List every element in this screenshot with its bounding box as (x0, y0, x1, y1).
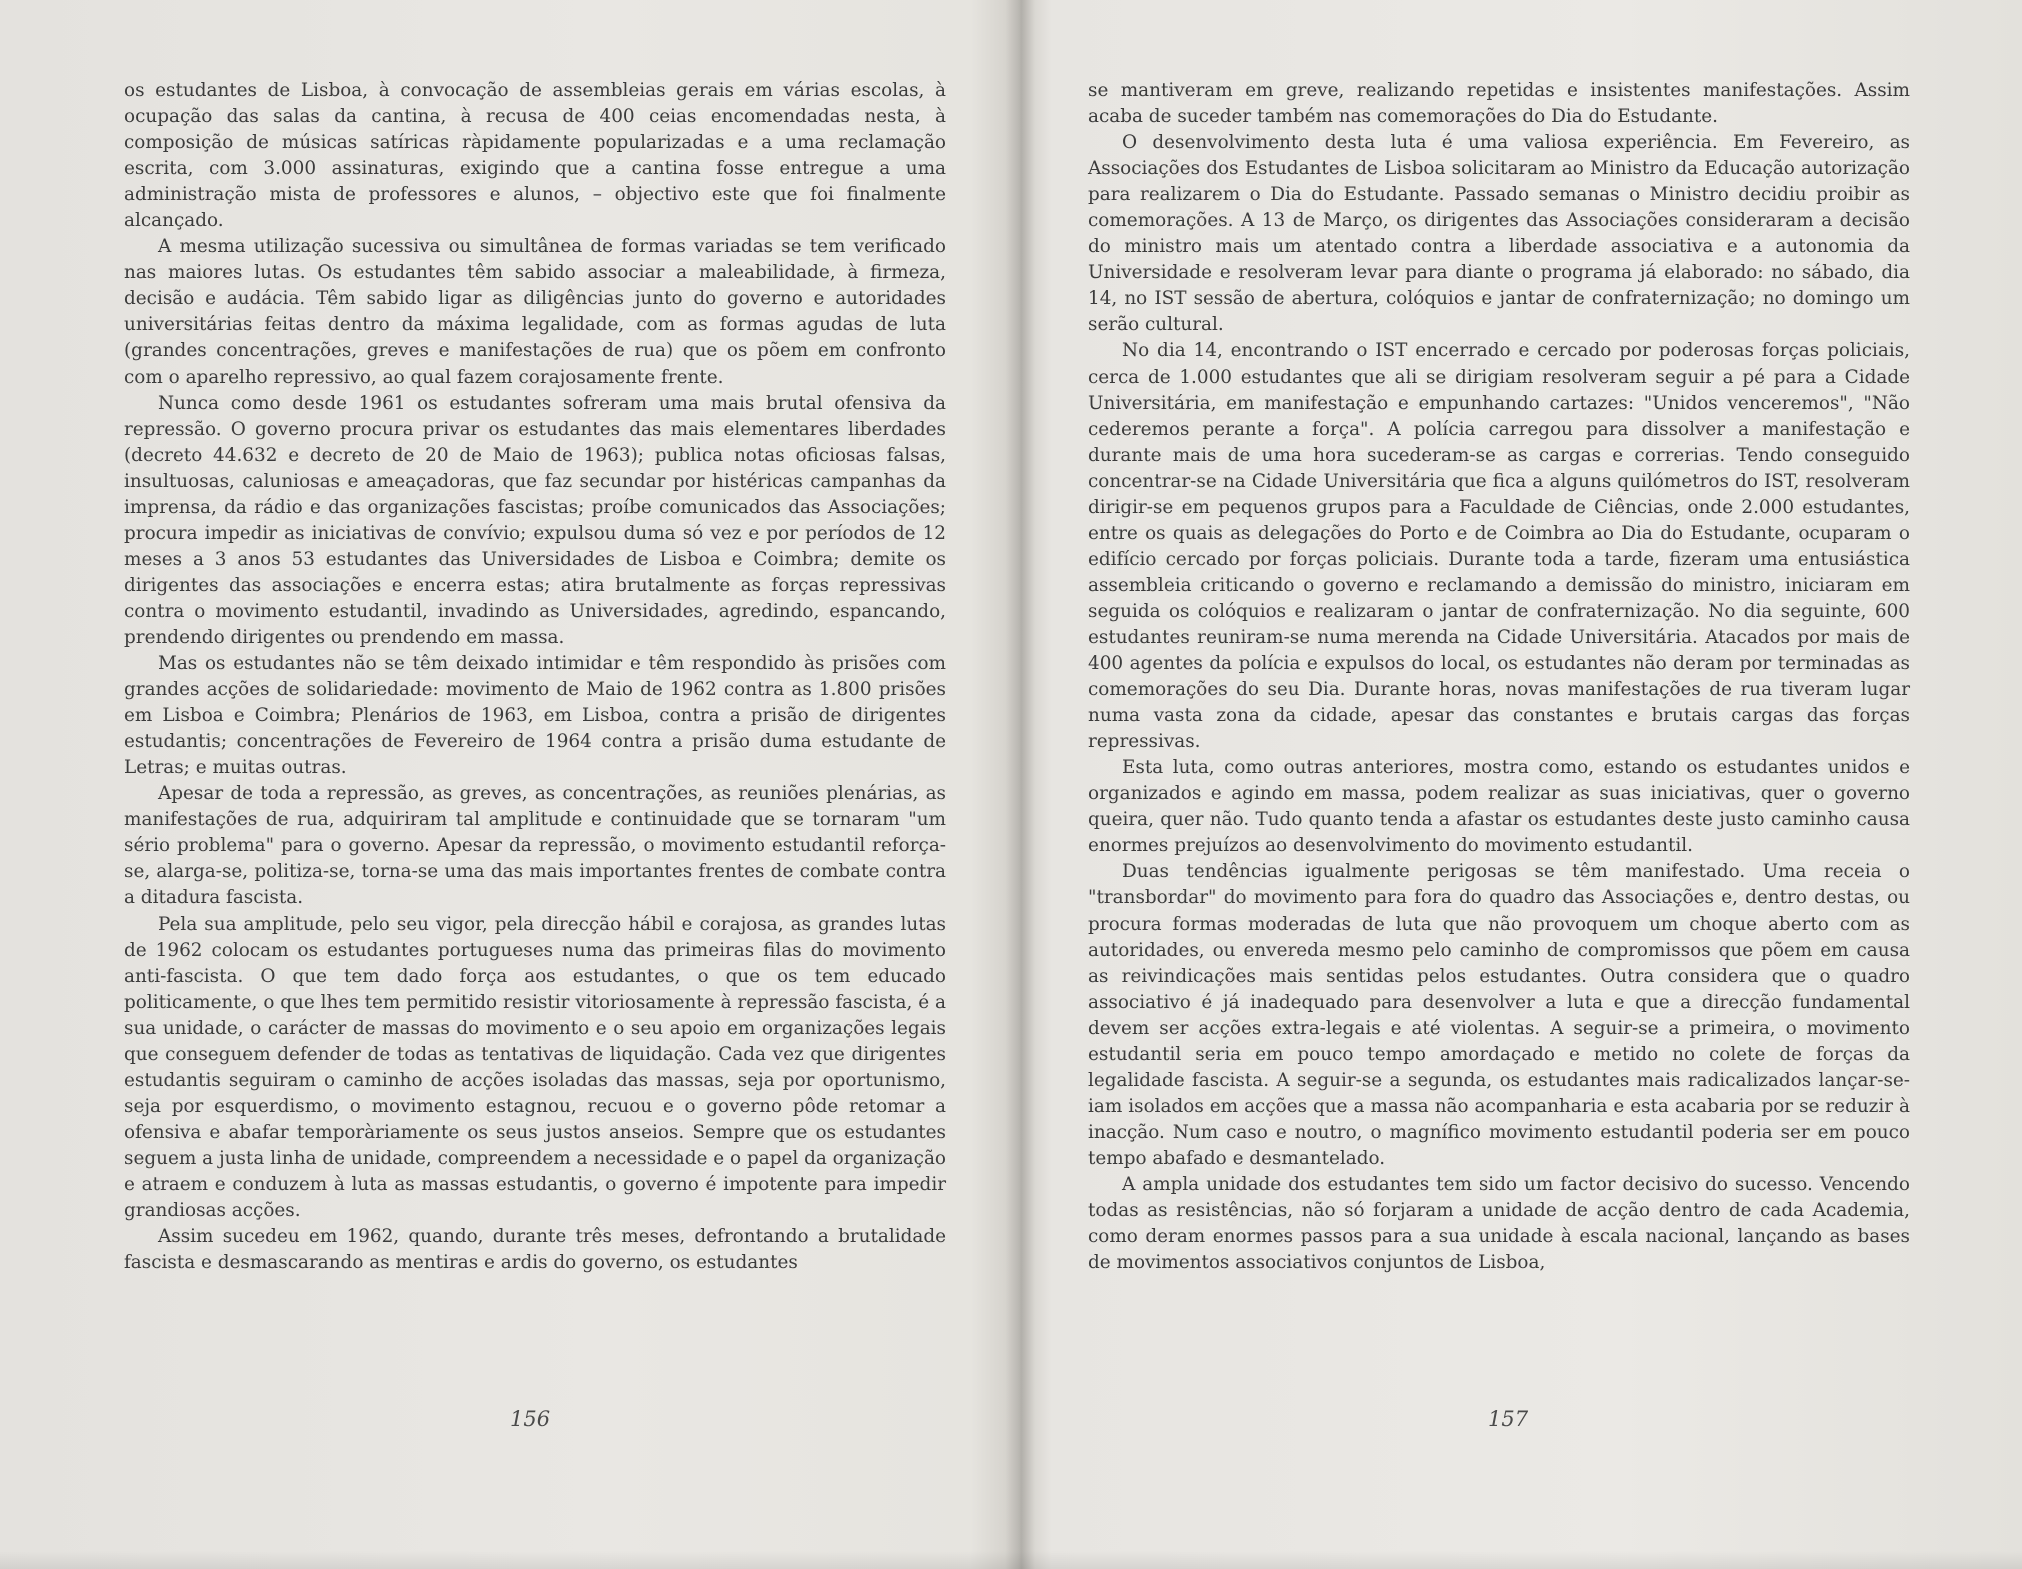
paragraph: O desenvolvimento desta luta é uma valiosa experiência. Em Fevereiro, as Associações dos Estudantes de Lisboa solicitaram ao Ministro da Educação autorização para realizarem o Dia do Estudante. Passado semanas o Ministro decidiu proibir as comemorações. A 13 de Março, os dirigentes das Associações consideraram a decisão do ministro mais um atentado contra a liberdade associativa e a autonomia da Universidade e resolveram levar para diante o programa já elaborado: no sábado, dia 14, no IST sessão de abertura, colóquios e jantar de confraternização; no domingo um serão cultural. (1088, 132, 1910, 336)
paragraph: No dia 14, encontrando o IST encerrado e cercado por poderosas forças policiais, cerca de 1.000 estudantes que ali se dirigiam resolveram seguir a pé para a Cidade Universitária, em manifestação e empunhando cartazes: "Unidos venceremos", "Não cederemos perante a força". A polícia carregou para dissolver a manifestação e durante mais de uma hora sucederam-se as cargas e correrias. Tendo conseguido concentrar-se na Cidade Universitária que fica a alguns quilómetros do IST, resolveram dirigir-se em pequenos grupos para a Faculdade de Ciências, onde 2.000 estudantes, entre os quais as delegações do Porto e de Coimbra ao Dia do Estudante, ocuparam o edifício cercado por forças policiais. Durante toda a tarde, fizeram uma entusiástica assembleia criticando o governo e reclamando a demissão do ministro, iniciaram em seguida os colóquios e realizaram o jantar de confraternização. No dia seguinte, 600 estudantes reuniram-se numa merenda na Cidade Universitária. Atacados por mais de 400 agentes da polícia e expulsos do local, os estudantes não deram por terminadas as comemorações do seu Dia. Durante horas, novas manifestações de rua tiveram lugar numa vasta zona da cidade, apesar das constantes e brutais cargas das forças repressivas. (1088, 340, 1910, 753)
page-number: 156 (510, 1407, 551, 1431)
paragraph: A mesma utilização sucessiva ou simultânea de formas variadas se tem verificado nas maiores lutas. Os estudantes têm sabido associar a maleabilidade, à firmeza, decisão e audácia. Têm sabido ligar as diligências junto do governo e autoridades universitárias feitas dentro da máxima legalidade, com as formas agudas de luta (grandes concentrações, greves e manifestações de rua) que os põem em confronto com o aparelho repressivo, ao qual fazem corajosamente frente. (124, 236, 946, 388)
paragraph: Mas os estudantes não se têm deixado intimidar e têm respondido às prisões com grandes acções de solidariedade: movimento de Maio de 1962 contra as 1.800 prisões em Lisboa e Coimbra; Plenários de 1963, em Lisboa, contra a prisão de dirigentes estudantis; concentrações de Fevereiro de 1964 contra a prisão duma estudante de Letras; e muitas outras. (124, 653, 946, 779)
page-bottom-edge (0, 1551, 2022, 1569)
paragraph: A ampla unidade dos estudantes tem sido um factor decisivo do sucesso. Vencendo todas as resistências, não só forjaram a unidade de acção dentro de cada Academia, como deram enormes passos para a sua unidade à escala nacional, lançando as bases de movimentos associativos conjuntos de Lisboa, (1088, 1173, 1910, 1274)
right-page (1088, 78, 1910, 1276)
left-page (124, 78, 946, 1276)
page-number: 157 (1488, 1407, 1529, 1431)
paragraph: se mantiveram em greve, realizando repetidas e insistentes manifestações. Assim acaba de suceder também nas comemorações do Dia do Estudante. (1088, 80, 1910, 128)
paragraph: Pela sua amplitude, pelo seu vigor, pela direcção hábil e corajosa, as grandes lutas de 1962 colocam os estudantes portugueses numa das primeiras filas do movimento anti-fascista. O que tem dado força aos estudantes, o que os tem educado politicamente, o que lhes tem permitido resistir vitoriosamente à repressão fascista, é a sua unidade, o carácter de massas do movimento e o seu apoio em organizações legais que conseguem defender de todas as tentativas de liquidação. Cada vez que dirigentes estudantis seguiram o caminho de acções isoladas das massas, seja por oportunismo, seja por esquerdismo, o movimento estagnou, recuou e o governo pôde retomar a ofensiva e abafar temporàriamente os seus justos anseios. Sempre que os estudantes seguem a justa linha de unidade, compreendem a necessidade e o papel da organização e atraem e conduzem à luta as massas estudantis, o governo é impotente para impedir grandiosas acções. (124, 913, 946, 1222)
paragraph: os estudantes de Lisboa, à convocação de assembleias gerais em várias escolas, à ocupação das salas da cantina, à recusa de 400 ceias encomendadas nesta, à composição de músicas satíricas ràpidamente popularizadas e a uma reclamação escrita, com 3.000 assinaturas, exigindo que a cantina fosse entregue a uma administração mista de professores e alunos, – objectivo este que foi finalmente alcançado. (124, 80, 946, 232)
paragraph: Assim sucedeu em 1962, quando, durante três meses, defrontando a brutalidade fascista e desmascarando as mentiras e ardis do governo, os estudantes (124, 1226, 946, 1274)
paragraph: Nunca como desde 1961 os estudantes sofreram uma mais brutal ofensiva da repressão. O governo procura privar os estudantes das mais elementares liberdades (decreto 44.632 e decreto de 20 de Maio de 1963); publica notas oficiosas falsas, insultuosas, caluniosas e ameaçadoras, que faz secundar por histéricas campanhas da imprensa, da rádio e das organizações fascistas; proíbe comunicados das Associações; procura impedir as iniciativas de convívio; expulsou duma só vez e por períodos de 12 meses a 3 anos 53 estudantes das Universidades de Lisboa e Coimbra; demite os dirigentes das associações e encerra estas; atira brutalmente as forças repressivas contra o movimento estudantil, invadindo as Universidades, agredindo, espancando, prendendo dirigentes ou prendendo em massa. (124, 392, 946, 648)
paragraph: Duas tendências igualmente perigosas se têm manifestado. Uma receia o "transbordar" do movimento para fora do quadro das Associações e, dentro destas, ou procura formas moderadas de luta que não provoquem um choque aberto com as autoridades, ou envereda mesmo pelo caminho de compromissos que põem em causa as reivindicações mais sentidas pelos estudantes. Outra considera que o quadro associativo é já inadequado para desenvolver a luta e que a direcção fundamental devem ser acções extra-legais e até violentas. A seguir-se a primeira, o movimento estudantil seria em pouco tempo amordaçado e metido no colete de forças da legalidade fascista. A seguir-se a segunda, os estudantes mais radicalizados lançar-se-iam isolados em acções que a massa não acompanharia e esta acabaria por se reduzir à inacção. Num caso e noutro, o magnífico movimento estudantil poderia ser em pouco tempo abafado e desmantelado. (1088, 861, 1910, 1169)
paragraph: Esta luta, como outras anteriores, mostra como, estando os estudantes unidos e organizados e agindo em massa, podem realizar as suas iniciativas, quer o governo queira, quer não. Tudo quanto tenda a afastar os estudantes deste justo caminho causa enormes prejuízos ao desenvolvimento do movimento estudantil. (1088, 757, 1910, 857)
book-gutter (1005, 0, 1035, 1569)
paragraph: Apesar de toda a repressão, as greves, as concentrações, as reuniões plenárias, as manifestações de rua, adquiriram tal amplitude e continuidade que se tornaram "um sério problema" para o governo. Apesar da repressão, o movimento estudantil reforça-se, alarga-se, politiza-se, torna-se uma das mais importantes frentes de combate contra a ditadura fascista. (124, 783, 946, 909)
